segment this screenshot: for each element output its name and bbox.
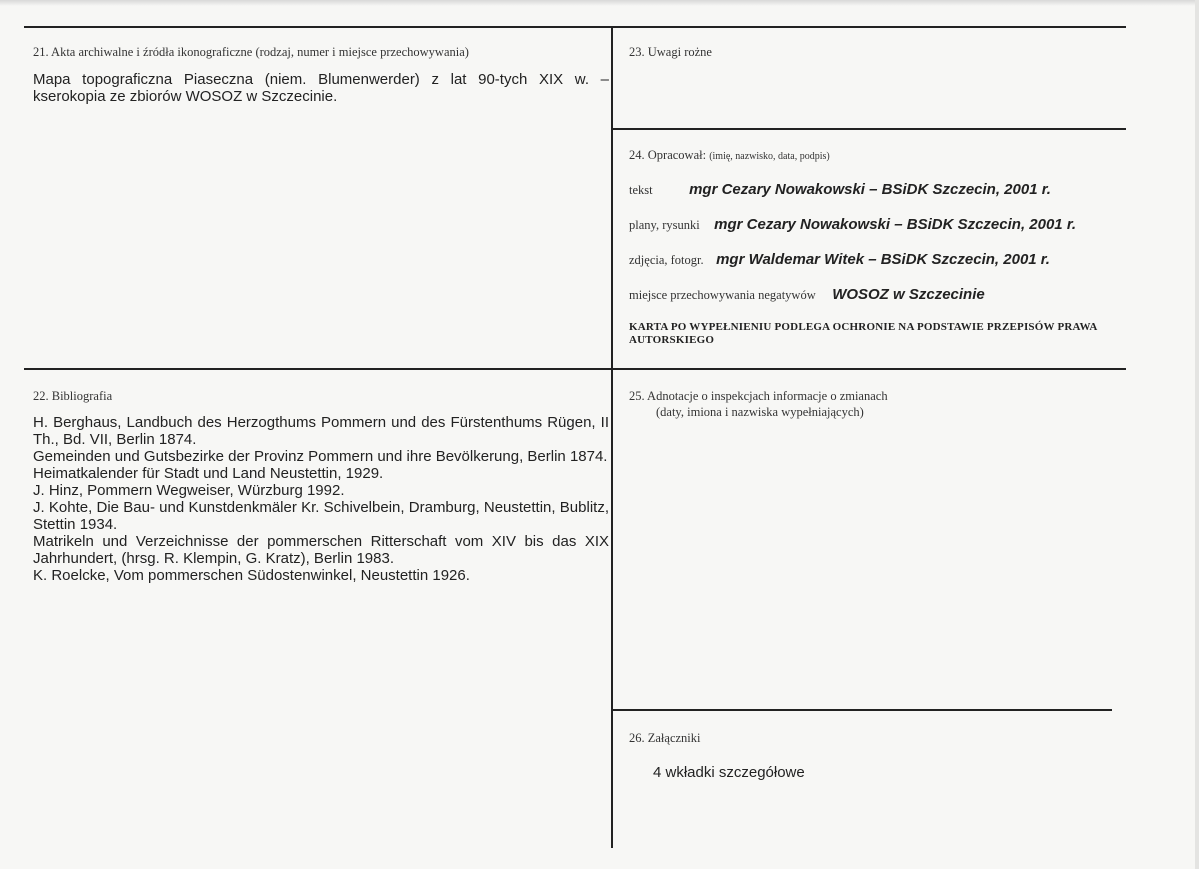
bibliography-list <box>33 414 609 584</box>
bibliography-entry: Gemeinden und Gutsbezirke der Provinz Pommern und ihre Bevölkerung, Berlin 1874. <box>33 448 608 465</box>
section-24-heading <box>629 148 830 163</box>
section-26-text: 4 wkładki szczegółowe <box>653 764 805 781</box>
credit-value: mgr Waldemar Witek – BSiDK Szczecin, 2001 r. <box>716 251 1050 268</box>
center-vertical-line <box>611 26 613 848</box>
credit-label: plany, rysunki <box>629 218 700 232</box>
credit-value: mgr Cezary Nowakowski – BSiDK Szczecin, 2001 r. <box>714 216 1076 233</box>
bibliography-entry: J. Kohte, Die Bau- und Kunstdenkmäler Kr. Schivelbein, Dramburg, Neustettin, Bublitz, Stettin 1934. <box>33 499 609 533</box>
credit-row-plans <box>629 216 1076 234</box>
credit-value: mgr Cezary Nowakowski – BSiDK Szczecin, 2001 r. <box>689 181 1051 198</box>
section-24-heading-note: (imię, nazwisko, data, podpis) <box>709 151 830 162</box>
bibliography-entry: Heimatkalender für Stadt und Land Neustettin, 1929. <box>33 465 384 482</box>
copyright-notice: KARTA PO WYPEŁNIENIU PODLEGA OCHRONIE NA PODSTAWIE PRZEPISÓW PRAWA AUTORSKIEGO <box>629 321 1097 346</box>
bibliography-entry: J. Hinz, Pommern Wegweiser, Würzburg 1992. <box>33 482 345 499</box>
section-21-text: Mapa topograficzna Piaseczna (niem. Blumenwerder) z lat 90-tych XIX w. – kserokopia ze zbiorów WOSOZ w Szczecinie. <box>33 71 609 105</box>
credit-row-negatives <box>629 286 985 304</box>
section-23-24-divider <box>612 128 1126 130</box>
bibliography-entry: K. Roelcke, Vom pommerschen Südostenwinkel, Neustettin 1926. <box>33 567 470 584</box>
scan-right-edge <box>1195 0 1199 869</box>
section-22-heading: 22. Bibliografia <box>33 389 113 403</box>
section-25-subheading: (daty, imiona i nazwiska wypełniających) <box>656 405 864 419</box>
bibliography-entry: H. Berghaus, Landbuch des Herzogthums Pommern und des Fürstenthums Rügen, II Th., Bd. VII, Berlin 1874. <box>33 414 609 448</box>
credit-label: tekst <box>629 183 653 197</box>
middle-divider-line <box>24 368 1126 370</box>
section-26-heading: 26. Załączniki <box>629 731 701 745</box>
credit-row-photos <box>629 251 1050 269</box>
scan-top-edge <box>0 0 1199 6</box>
credit-row-text <box>629 181 1051 199</box>
section-23-heading: 23. Uwagi rożne <box>629 45 712 59</box>
top-border-line <box>24 26 1126 28</box>
section-21-heading: 21. Akta archiwalne i źródła ikonograficzne (rodzaj, numer i miejsce przechowywania) <box>33 45 469 59</box>
section-25-heading: 25. Adnotacje o inspekcjach informacje o zmianach <box>629 389 888 403</box>
credit-value: WOSOZ w Szczecinie <box>832 286 985 303</box>
bibliography-entry: Matrikeln und Verzeichnisse der pommerschen Ritterschaft vom XIV bis das XIX Jahrhundert, (hrsg. R. Klempin, G. Kratz), Berlin 1983. <box>33 533 609 567</box>
section-24-title: 24. Opracował: <box>629 148 707 162</box>
credit-label: miejsce przechowywania negatywów <box>629 288 816 302</box>
section-25-26-divider <box>612 709 1112 711</box>
credit-label: zdjęcia, fotogr. <box>629 253 704 267</box>
